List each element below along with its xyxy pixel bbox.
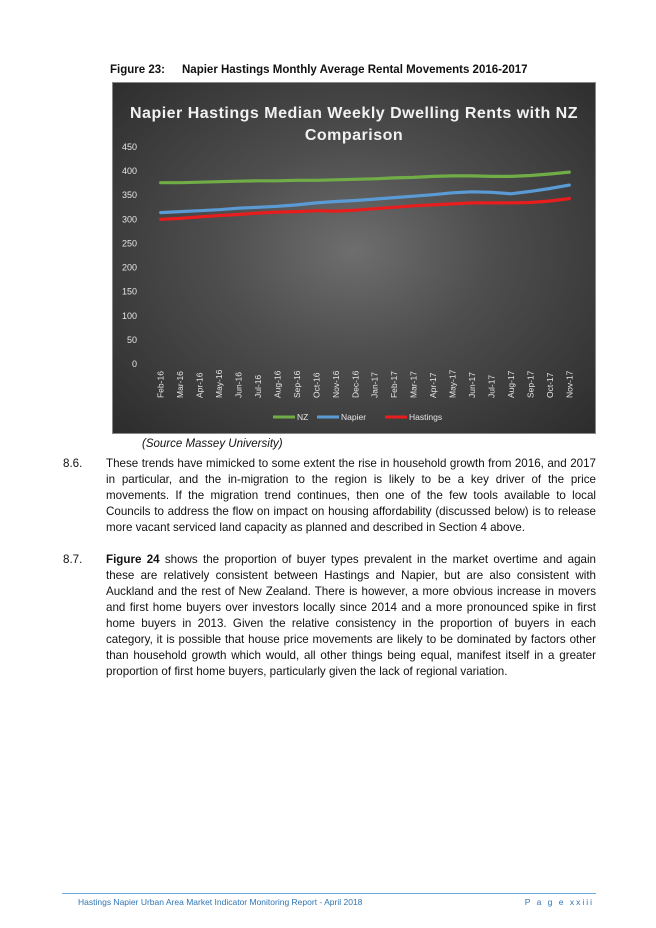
x-tick-label: May-17 — [447, 369, 458, 398]
paragraph-8-6 — [63, 456, 596, 536]
y-tick-label: 200 — [121, 262, 137, 273]
x-tick-label: Feb-17 — [389, 371, 400, 398]
x-tick-label: Feb-16 — [155, 371, 166, 398]
paragraph-body: shows the proportion of buyer types prevalent in the market overtime and again these are relatively consistent between Hastings and Napier, but are also consistent with Auckland and the rest of New Zealand. There is however, a more obvious increase in movers and first home buyers over investors locally since 2014 and a more pronounced spike in first home buyers in 2013. Given the relative consistency in the proportion of buyers in each category, it is possible that house price movements are likely to be dominated by factors other than household growth which would, all other things being equal, manifest itself in a greater proportion of first home buyers, particularly given the lack of regional variation. — [106, 553, 597, 678]
y-tick-label: 400 — [121, 166, 137, 177]
footer-divider — [62, 893, 596, 894]
x-tick-label: Sep-17 — [525, 370, 536, 398]
rent-line-chart — [112, 82, 596, 434]
legend-label: Hastings — [409, 412, 443, 422]
x-tick-label: Oct-16 — [311, 372, 322, 398]
x-tick-label: Apr-16 — [194, 372, 205, 398]
y-tick-label: 50 — [126, 334, 137, 345]
x-tick-label: Mar-16 — [175, 371, 186, 398]
x-tick-label: Jun-17 — [467, 372, 477, 398]
x-tick-label: Jul-16 — [253, 374, 263, 398]
x-tick-label: Jan-17 — [369, 372, 380, 398]
chart-title: Napier Hastings Median Weekly Dwelling Rents with NZ Comparison — [129, 105, 578, 144]
x-tick-label: Mar-17 — [408, 371, 419, 398]
paragraph-text: These trends have mimicked to some extent the rise in household growth from 2016, and 2017 in particular, and the in-migration to the region is likely to be a key driver of the price movements. If the migration trend continues, then one of the few tools available to local Councils to address the flow on impact on housing affordability (discussed below) is to release more vacant serviced land capacity as planned and described in Section 4 above. — [106, 457, 596, 534]
figure-source: (Source Massey University) — [142, 438, 283, 450]
x-tick-label: Dec-16 — [350, 370, 361, 398]
series-line-nz — [161, 172, 570, 183]
figure-number: Figure 23: — [110, 64, 165, 76]
y-tick-label: 350 — [121, 190, 137, 201]
x-tick-label: Jun-16 — [233, 372, 244, 398]
footer-page-number: P a g e xxiii — [524, 897, 594, 907]
paragraph-text — [106, 552, 596, 680]
x-tick-label: Sep-16 — [291, 370, 302, 398]
x-tick-label: Aug-17 — [505, 370, 516, 398]
legend-label: NZ — [297, 412, 309, 422]
y-tick-label: 450 — [121, 142, 137, 152]
y-tick-label: 250 — [121, 238, 137, 249]
footer-report-title: Hastings Napier Urban Area Market Indicator Monitoring Report - April 2018 — [78, 897, 363, 907]
x-tick-label: Nov-16 — [330, 370, 341, 398]
figure-caption — [110, 64, 528, 76]
y-tick-label: 150 — [121, 286, 137, 297]
paragraph-number: 8.6. — [63, 457, 83, 470]
paragraph-8-7 — [63, 552, 596, 680]
figure-reference: Figure 24 — [106, 553, 160, 566]
y-tick-label: 300 — [121, 214, 137, 225]
figure-title: Napier Hastings Monthly Average Rental Movements 2016-2017 — [182, 64, 528, 76]
x-tick-label: Aug-16 — [272, 370, 283, 398]
legend-label: Napier — [341, 412, 367, 422]
x-tick-label: May-16 — [214, 369, 225, 398]
x-tick-label: Nov-17 — [564, 370, 575, 398]
x-tick-label: Oct-17 — [544, 372, 555, 398]
x-tick-label: Apr-17 — [428, 372, 439, 398]
y-tick-label: 100 — [121, 310, 137, 321]
paragraph-number: 8.7. — [63, 553, 83, 566]
y-tick-label: 0 — [131, 359, 137, 369]
x-tick-label: Jul-17 — [486, 374, 497, 398]
